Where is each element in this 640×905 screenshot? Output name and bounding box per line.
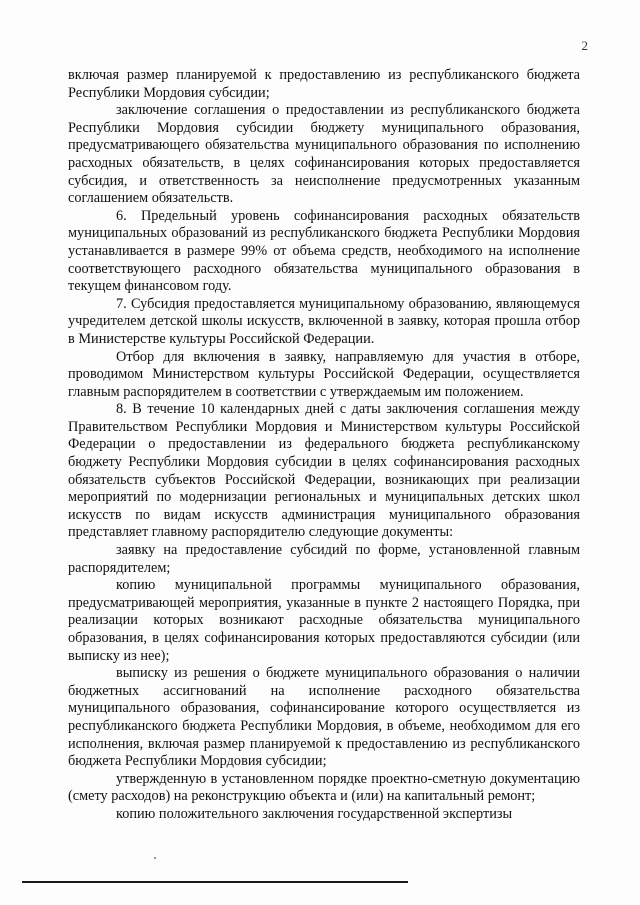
paragraph-agreement: заключение соглашения о предоставлении из республиканского бюджета Республики Мордовия субсидии бюджету муниципального образования, предусматривающего обязательства муниципального образования по исполнению расходных обязательств, в целях софинансирования которых предоставляется субсидия, и ответственность за неисполнение предусмотренных указанным соглашением обязательств. xyxy=(68,102,580,207)
paragraph-item-7: 7. Субсидия предоставляется муниципальному образованию, являющемуся учредителем детской школы искусств, включенной в заявку, которая прошла отбор в Министерстве культуры Российской Федерации. xyxy=(68,295,580,347)
document-body xyxy=(68,67,580,824)
paragraph-expertise: копию положительного заключения государственной экспертизы xyxy=(116,805,513,822)
paragraph-design-docs: утвержденную в установленном порядке проектно-сметную документацию (смету расходов) на реконструкцию объекта и (или) на капитальный ремонт; xyxy=(68,770,580,805)
paragraph-application: заявку на предоставление субсидий по форме, установленной главным распорядителем; xyxy=(68,542,580,576)
paragraph-item-8: 8. В течение 10 календарных дней с даты заключения соглашения между Правительством Республики Мордовия и Министерством культуры Российской Федерации о предоставлении из федерального бюджета республиканскому бюджету Республики Мордовия субсидии в целях софинансирования расходных обязательств субъектов Российской Федерации, возникающих при реализации мероприятий по модернизации региональных и муниципальных детских школ искусств по видам искусств администрация муниципального образования представляет главному распорядителю следующие документы: xyxy=(68,401,580,541)
paragraph-budget-extract: выписку из решения о бюджете муниципального образования о наличии бюджетных ассигнований на исполнение расходного обязательства муниципального образования, софинансирование которого осуществляется из республиканского бюджета Республики Мордовия, в объеме, необходимом для его исполнения, включая размер планируемой к предоставлению из республиканского бюджета Республики Мордовия субсидии; xyxy=(68,665,580,770)
scan-speck xyxy=(154,857,156,859)
paragraph-continuation: включая размер планируемой к предоставлению из республиканского бюджета Республики Мордовия субсидии; xyxy=(68,67,580,101)
scan-bottom-edge xyxy=(22,881,408,883)
paragraph-item-6: 6. Предельный уровень софинансирования расходных обязательств муниципальных образований из республиканского бюджета Республики Мордовия устанавливается в размере 99% от объема средств, необходимого на исполнение соответствующего расходного обязательства муниципального образования в текущем финансовом году. xyxy=(68,207,580,295)
paragraph-program-copy: копию муниципальной программы муниципального образования, предусматривающей мероприятия, указанные в пункте 2 настоящего Порядка, при реализации которых возникают расходные обязательства муниципального образования, в целях софинансирования которых предоставляются субсидии (или выписку из нее); xyxy=(68,577,580,664)
page-number: 2 xyxy=(581,38,588,53)
paragraph-selection: Отбор для включения в заявку, направляемую для участия в отборе, проводимом Министерством культуры Российской Федерации, осуществляется главным распорядителем в соответствии с утверждаемым им положением. xyxy=(68,348,580,400)
